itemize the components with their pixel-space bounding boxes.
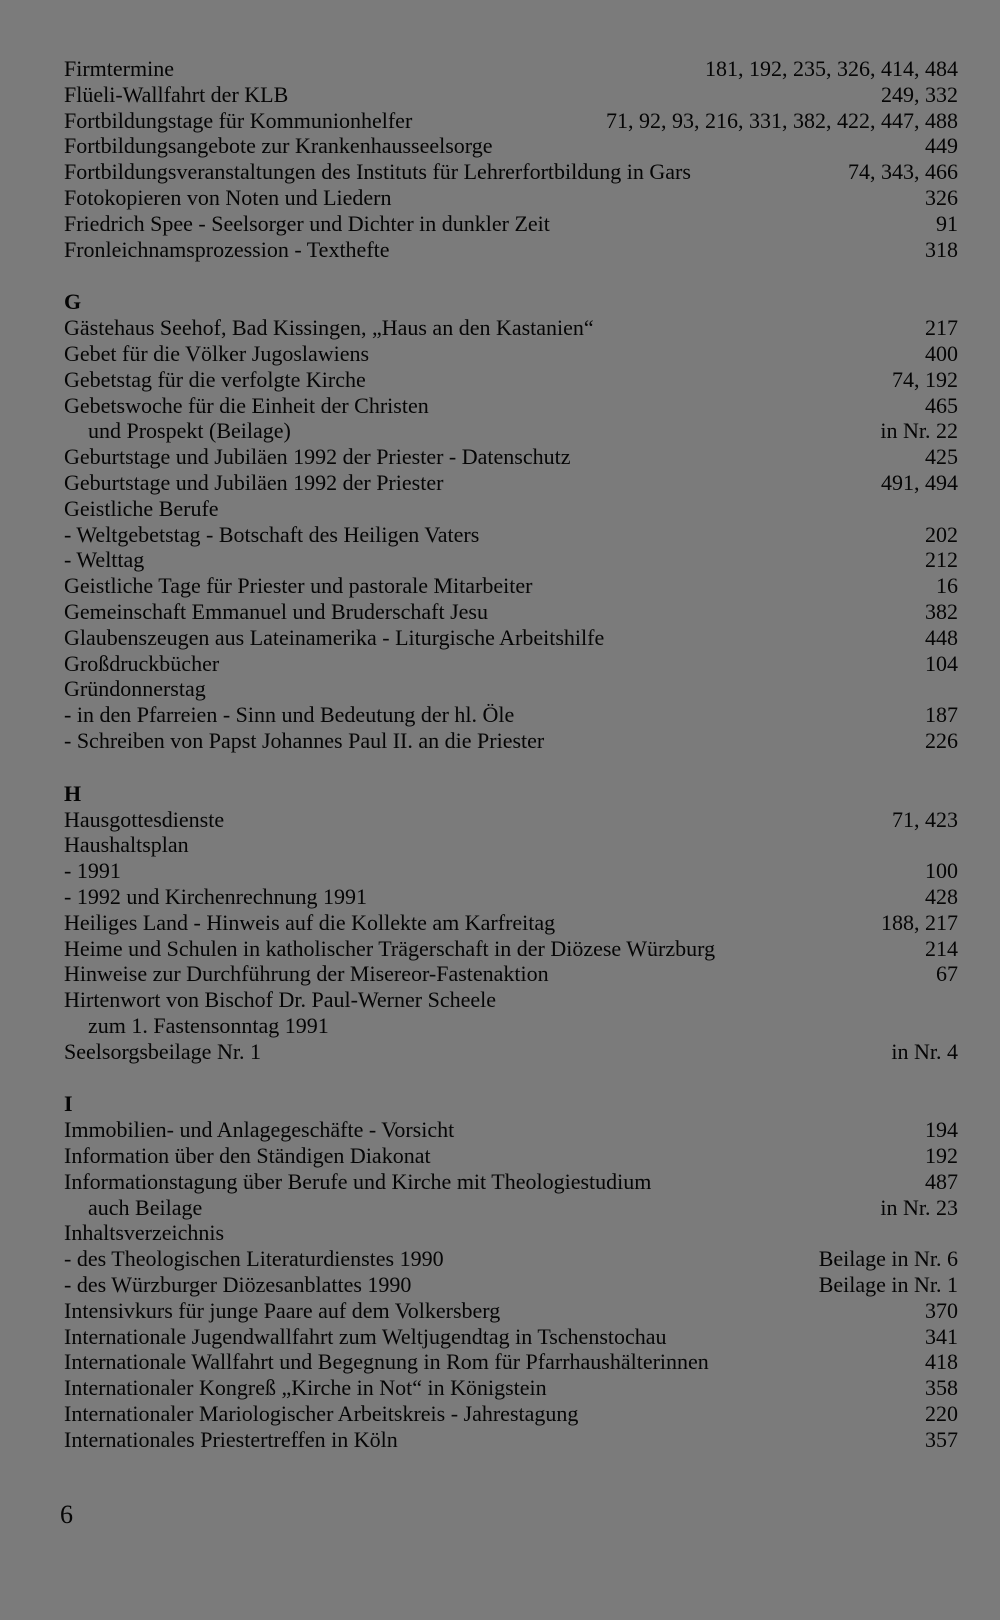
index-entry (64, 832, 958, 858)
entry-reference: 71, 423 (892, 806, 958, 832)
entry-reference: 318 (925, 236, 958, 262)
entry-title: Flüeli-Wallfahrt der KLB (64, 81, 289, 107)
index-entry (64, 82, 958, 108)
entry-title: Gebetswoche für die Einheit der Christen (64, 392, 429, 418)
entry-reference: 74, 343, 466 (848, 159, 958, 185)
entry-reference: 400 (925, 340, 958, 366)
index-entry (64, 858, 958, 884)
entry-reference: 326 (925, 184, 958, 210)
entry-reference: 448 (925, 624, 958, 650)
entry-title: - Schreiben von Papst Johannes Paul II. an die Priester (64, 727, 545, 753)
entry-reference: 418 (925, 1349, 958, 1375)
entry-reference: 217 (925, 315, 958, 341)
entry-title: und Prospekt (Beilage) (88, 418, 291, 444)
entry-reference: 192 (925, 1143, 958, 1169)
index-entry (64, 133, 958, 159)
entry-title: Fortbildungsveranstaltungen des Instituts für Lehrerfortbildung in Gars (64, 159, 691, 185)
index-entry (64, 237, 958, 263)
entry-reference: 202 (925, 521, 958, 547)
entry-title: Hirtenwort von Bischof Dr. Paul-Werner Scheele (64, 987, 496, 1013)
index-entry (64, 573, 958, 599)
index-entry (64, 987, 958, 1013)
entry-title: Internationaler Mariologischer Arbeitskreis - Jahrestagung (64, 1401, 579, 1427)
index-entry (64, 108, 958, 134)
index-section (64, 781, 958, 1065)
index-entry (64, 1143, 958, 1169)
index-entry (64, 496, 958, 522)
entry-reference: 16 (936, 573, 958, 599)
index-entry (64, 159, 958, 185)
index-entry (64, 651, 958, 677)
index-entry (64, 625, 958, 651)
section-gap (64, 1064, 958, 1091)
entry-reference: 188, 217 (881, 909, 958, 935)
entry-reference: 341 (925, 1323, 958, 1349)
entry-title: Fotokopieren von Noten und Liedern (64, 184, 392, 210)
index-section (64, 289, 958, 753)
index-section (64, 56, 958, 262)
index-entry (64, 961, 958, 987)
entry-title: - des Würzburger Diözesanblattes 1990 (64, 1272, 412, 1298)
index-page (64, 56, 958, 1453)
entry-title: zum 1. Fastensonntag 1991 (88, 1012, 329, 1038)
entry-title: Immobilien- und Anlagegeschäfte - Vorsicht (64, 1117, 455, 1143)
entry-title: - Weltgebetstag - Botschaft des Heiligen Vaters (64, 521, 480, 547)
entry-reference: 358 (925, 1375, 958, 1401)
index-entry (64, 211, 958, 237)
index-entry (64, 185, 958, 211)
entry-reference: 249, 332 (881, 81, 958, 107)
section-letter: G (64, 289, 82, 315)
index-entry (64, 1349, 958, 1375)
entry-title: Internationales Priestertreffen in Köln (64, 1426, 398, 1452)
entry-reference: 74, 192 (892, 366, 958, 392)
section-letter: H (64, 780, 82, 806)
entry-title: Hausgottesdienste (64, 806, 225, 832)
entry-reference: 104 (925, 650, 958, 676)
entry-reference: 428 (925, 883, 958, 909)
entry-reference: 382 (925, 598, 958, 624)
entry-title: Fortbildungsangebote zur Krankenhausseelsorge (64, 133, 493, 159)
entry-reference: 67 (936, 961, 958, 987)
entry-title: Seelsorgsbeilage Nr. 1 (64, 1038, 261, 1064)
entry-title: Geistliche Tage für Priester und pastorale Mitarbeiter (64, 573, 533, 599)
index-entry (64, 676, 958, 702)
entry-title: Internationale Jugendwallfahrt zum Weltjugendtag in Tschenstochau (64, 1323, 667, 1349)
entry-reference: 71, 92, 93, 216, 331, 382, 422, 447, 488 (606, 107, 958, 133)
entry-title: Gästehaus Seehof, Bad Kissingen, „Haus an den Kastanien“ (64, 315, 594, 341)
entry-title: auch Beilage (88, 1194, 203, 1220)
index-entry (64, 56, 958, 82)
entry-title: Fronleichnamsprozession - Texthefte (64, 236, 390, 262)
index-entry (64, 418, 958, 444)
entry-title: Geistliche Berufe (64, 495, 219, 521)
entry-reference: 181, 192, 235, 326, 414, 484 (705, 56, 958, 81)
index-entry (64, 367, 958, 393)
entry-title: Fortbildungstage für Kommunionhelfer (64, 107, 413, 133)
entry-title: Hinweise zur Durchführung der Misereor-Fastenaktion (64, 961, 549, 987)
entry-title: Information über den Ständigen Diakonat (64, 1143, 431, 1169)
index-entry (64, 1246, 958, 1272)
entry-title: - in den Pfarreien - Sinn und Bedeutung der hl. Öle (64, 702, 515, 728)
entry-reference: 212 (925, 547, 958, 573)
index-entry (64, 1117, 958, 1143)
entry-reference: 491, 494 (881, 469, 958, 495)
entry-title: Internationale Wallfahrt und Begegnung in Rom für Pfarrhaushälterinnen (64, 1349, 709, 1375)
index-entry (64, 547, 958, 573)
entry-reference: in Nr. 23 (880, 1194, 958, 1220)
index-entry (64, 341, 958, 367)
index-entry (64, 936, 958, 962)
index-entry (64, 1039, 958, 1065)
entry-reference: 91 (936, 210, 958, 236)
index-entry (64, 1220, 958, 1246)
index-entry (64, 393, 958, 419)
entry-title: Gemeinschaft Emmanuel und Bruderschaft Jesu (64, 598, 488, 624)
entry-title: - 1992 und Kirchenrechnung 1991 (64, 883, 368, 909)
entry-reference: 100 (925, 858, 958, 884)
index-entry (64, 599, 958, 625)
entry-title: Geburtstage und Jubiläen 1992 der Priester (64, 469, 444, 495)
entry-reference: 465 (925, 392, 958, 418)
entry-title: Intensivkurs für junge Paare auf dem Volkersberg (64, 1297, 501, 1323)
entry-title: Informationstagung über Berufe und Kirche mit Theologiestudium (64, 1168, 652, 1194)
section-gap (64, 754, 958, 781)
entry-reference: 449 (925, 133, 958, 159)
entry-reference: 487 (925, 1168, 958, 1194)
entry-reference: Beilage in Nr. 1 (818, 1272, 958, 1298)
entry-reference: 220 (925, 1401, 958, 1427)
index-entry (64, 1272, 958, 1298)
index-entry (64, 1427, 958, 1453)
entry-title: - 1991 (64, 858, 121, 884)
entry-reference: 226 (925, 727, 958, 753)
entry-title: Heime und Schulen in katholischer Trägerschaft in der Diözese Würzburg (64, 935, 716, 961)
index-entry (64, 1401, 958, 1427)
entry-title: Glaubenszeugen aus Lateinamerika - Liturgische Arbeitshilfe (64, 624, 605, 650)
index-entry (64, 702, 958, 728)
index-entry (64, 1298, 958, 1324)
entry-reference: 214 (925, 935, 958, 961)
index-entry (64, 728, 958, 754)
index-entry (64, 444, 958, 470)
index-entry (64, 315, 958, 341)
section-letter: I (64, 1091, 73, 1117)
index-entry (64, 1195, 958, 1221)
index-entry (64, 1013, 958, 1039)
index-entry (64, 1169, 958, 1195)
entry-reference: 357 (925, 1426, 958, 1452)
entry-reference: 370 (925, 1297, 958, 1323)
entry-title: Firmtermine (64, 56, 174, 81)
entry-reference: Beilage in Nr. 6 (818, 1246, 958, 1272)
page-number: 6 (60, 1500, 73, 1529)
index-entry (64, 884, 958, 910)
entry-title: Heiliges Land - Hinweis auf die Kollekte am Karfreitag (64, 909, 556, 935)
entry-title: - des Theologischen Literaturdienstes 1990 (64, 1246, 444, 1272)
entry-title: Internationaler Kongreß „Kirche in Not“ in Königstein (64, 1375, 547, 1401)
index-entry (64, 1375, 958, 1401)
entry-title: Inhaltsverzeichnis (64, 1220, 225, 1246)
index-entry (64, 1324, 958, 1350)
entry-title: Haushaltsplan (64, 832, 189, 858)
index-entry (64, 910, 958, 936)
index-entry (64, 522, 958, 548)
entry-title: Geburtstage und Jubiläen 1992 der Priester - Datenschutz (64, 444, 571, 470)
entry-reference: in Nr. 4 (891, 1038, 958, 1064)
entry-reference: 187 (925, 702, 958, 728)
entry-title: Gebetstag für die verfolgte Kirche (64, 366, 366, 392)
index-section (64, 1091, 958, 1452)
index-entry (64, 807, 958, 833)
index-entry (64, 470, 958, 496)
entry-reference: 194 (925, 1117, 958, 1143)
section-gap (64, 262, 958, 289)
entry-title: Friedrich Spee - Seelsorger und Dichter in dunkler Zeit (64, 210, 550, 236)
entry-title: Gebet für die Völker Jugoslawiens (64, 340, 370, 366)
entry-reference: 425 (925, 444, 958, 470)
entry-title: Großdruckbücher (64, 650, 220, 676)
entry-reference: in Nr. 22 (880, 418, 958, 444)
entry-title: - Welttag (64, 547, 145, 573)
entry-title: Gründonnerstag (64, 676, 206, 702)
